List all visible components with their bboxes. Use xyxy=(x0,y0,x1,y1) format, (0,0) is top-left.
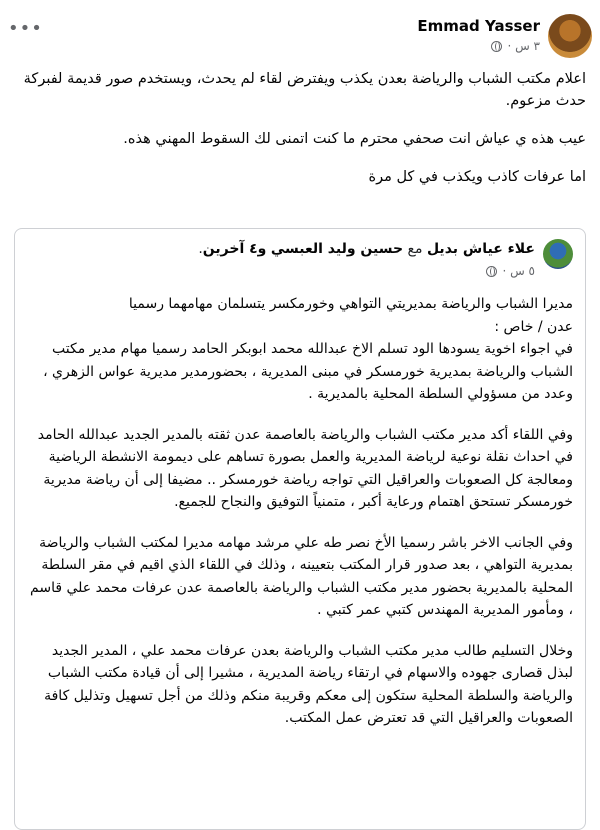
shared-with-text: مع xyxy=(407,241,423,257)
shared-author-avatar[interactable] xyxy=(543,239,573,269)
more-options-icon[interactable]: ••• xyxy=(8,18,43,39)
post-text xyxy=(14,68,586,204)
post-meta xyxy=(491,39,540,53)
tagged-person[interactable]: حسين وليد العبسي xyxy=(270,241,404,257)
globe-icon xyxy=(491,41,502,52)
post-header xyxy=(0,8,600,64)
post-paragraph: عيب هذه ي عياش انت صحفي محترم ما كنت اتمنى لك السقوط المهني هذه. xyxy=(123,131,586,147)
post-paragraph: اعلام مكتب الشباب والرياضة بعدن يكذب ويفترض لقاء لم يحدث، ويستخدم صور قديمة لفبركة حدث مزعوم. xyxy=(23,71,586,109)
post-paragraph: اما عرفات كاذب ويكذب في كل مرة xyxy=(368,169,586,185)
globe-icon xyxy=(486,266,497,277)
post-time[interactable]: ٣ س · xyxy=(507,39,540,53)
shared-paragraph: وفي الجانب الاخر باشر رسميا الأخ نصر طه علي مرشد مهامه مديرا لمكتب الشباب والرياضة بمديرية التواهي ، بعد صدور قرار المكتب بتعيينه ، وذلك في اللقاء الذي اقيم في مقر السلطة المحلية بالمديرية بحضور مدير مكتب الشباب والرياضة بالعاصمة عدن عرفات محمد علي قاسم ، ومأمور المديرية المهندس كتبي عمر كتبي . xyxy=(30,534,573,618)
shared-paragraph: وفي اللقاء أكد مدير مكتب الشباب والرياضة بالعاصمة عدن ثقته بالمدير الجديد عبدالله الحامد في احداث نقلة نوعية لرياضة المديرية والعمل بصورة تساهم على ديمومة الانشطة الرياضية ومعالجة كل الصعوبات والعراقيل التي تواجه رياضة خورمسكر .. مضيفا إلى أن رياضة مديرية خورمسكر تستحق اهتمام ورعاية أكبر ، متمنياً التوفيق والنجاح للجميع. xyxy=(37,426,573,510)
shared-post[interactable] xyxy=(14,228,586,830)
shared-title: مديرا الشباب والرياضة بمديريتي التواهي وخورمكسر يتسلمان مهامهما رسميا xyxy=(128,296,573,312)
shared-paragraph: وخلال التسليم طالب مدير مكتب الشباب والرياضة بعدن عرفات محمد علي ، المدير الجديد لبذل قصارى جهوده والاسهام في ارتقاء رياضة المديرية ، مشيرا إلى أن قيادة مكتب الشباب والرياضة والسلطة المحلية ستكون إلى معكم وقريبة منكم وذلك من أجل تسهيل وتذليل كافة الصعوبات والعراقيل التي قد تعترض عمل المكتب. xyxy=(44,642,573,726)
shared-time[interactable]: ٥ س · xyxy=(502,264,535,278)
author-name[interactable]: Emmad Yasser xyxy=(417,17,540,35)
shared-paragraph: في اجواء اخوية يسودها الود تسلم الاخ عبدالله محمد ابوبكر الحامد رسميا مهام مدير مكتب الشباب والرياضة بمديرية خورمسكر في مبنى المديرية ، بحضورمدير مديرية عواس الزهري ، وعدد من مسؤولي السلطة المحلية بالمديرية . xyxy=(43,341,573,402)
author-avatar[interactable] xyxy=(548,14,592,58)
tagged-others[interactable]: و٤ آخرين xyxy=(202,241,267,257)
shared-text xyxy=(25,293,573,748)
shared-meta xyxy=(486,264,535,278)
shared-author-line: علاء عياش بديل مع حسين وليد العبسي و٤ آخرين. xyxy=(198,241,535,257)
shared-dateline: عدن / خاص : xyxy=(494,318,573,335)
shared-author-name[interactable]: علاء عياش بديل xyxy=(426,241,535,257)
